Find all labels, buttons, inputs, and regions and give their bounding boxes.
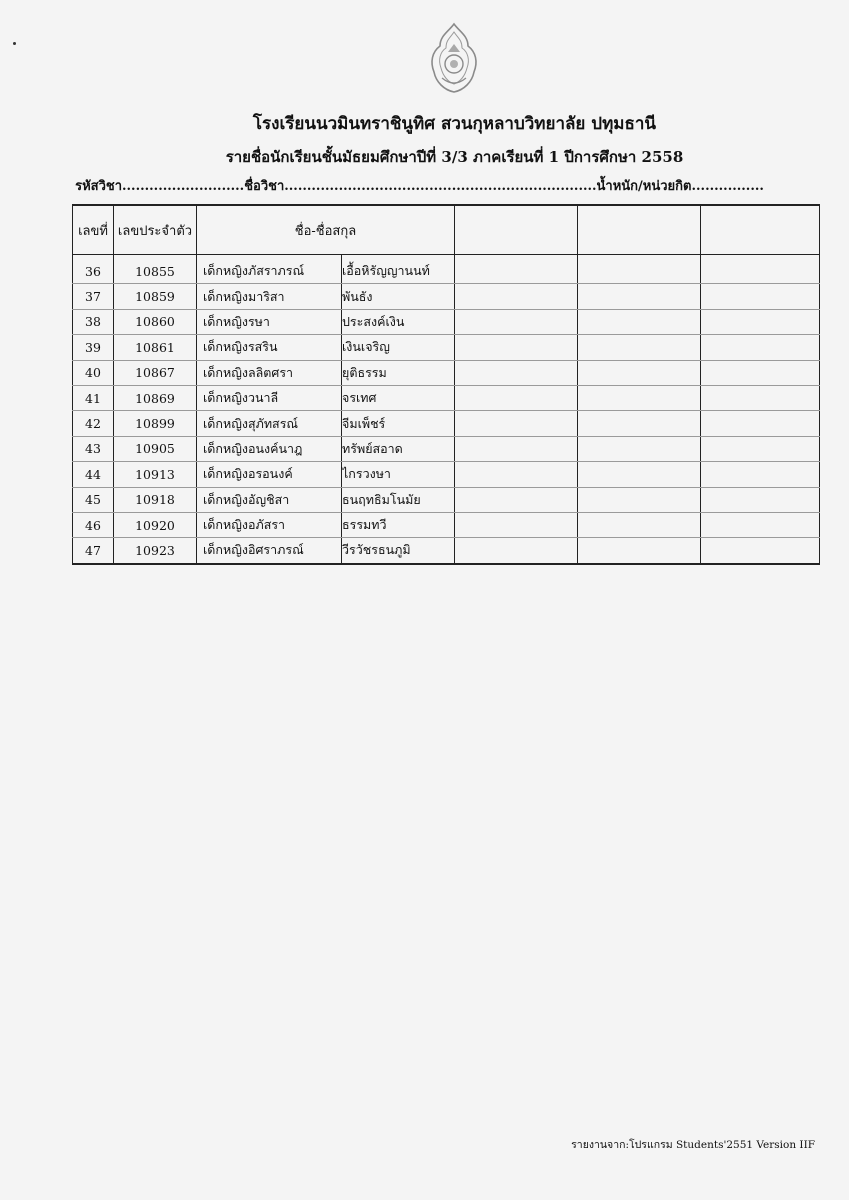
column-header-blank-1: [455, 205, 578, 255]
cell-number: 45: [73, 487, 114, 512]
cell-blank-2: [578, 487, 701, 512]
report-source-footer: รายงานจาก:โปรแกรม Students'2551 Version IIF: [571, 1139, 815, 1151]
class-list-subtitle: รายชื่อนักเรียนชั้นมัธยมศึกษาปีที่ 3/3 ภาคเรียนที่ 1 ปีการศึกษา 2558: [225, 148, 684, 166]
cell-blank-2: [578, 335, 701, 360]
cell-blank-2: [578, 436, 701, 461]
table-row: [73, 309, 820, 334]
cell-student-id: 10867: [114, 360, 197, 385]
table-row: [73, 335, 820, 360]
table-row: [73, 284, 820, 309]
cell-student-id: 10918: [114, 487, 197, 512]
cell-first-name: เด็กหญิงอัญชิสา: [197, 487, 342, 512]
cell-student-id: 10869: [114, 385, 197, 410]
column-header-student-id: เลขประจำตัว: [114, 205, 197, 255]
cell-last-name: จีมเพ็ชร์: [342, 411, 455, 436]
cell-student-id: 10861: [114, 335, 197, 360]
cell-blank-3: [701, 436, 820, 461]
cell-blank-1: [455, 385, 578, 410]
cell-blank-1: [455, 360, 578, 385]
cell-student-id: 10859: [114, 284, 197, 309]
cell-blank-1: [455, 487, 578, 512]
cell-number: 36: [73, 259, 114, 284]
table-row: [73, 385, 820, 410]
cell-last-name: เงินเจริญ: [342, 335, 455, 360]
cell-blank-3: [701, 538, 820, 564]
cell-number: 44: [73, 462, 114, 487]
cell-number: 47: [73, 538, 114, 564]
cell-blank-3: [701, 411, 820, 436]
cell-number: 41: [73, 385, 114, 410]
cell-blank-3: [701, 284, 820, 309]
table-row: [73, 436, 820, 461]
cell-first-name: เด็กหญิงสุภัทสรณ์: [197, 411, 342, 436]
cell-last-name: ยุติธรรม: [342, 360, 455, 385]
cell-blank-1: [455, 512, 578, 537]
table-header-row: [73, 205, 820, 255]
cell-last-name: ไกรวงษา: [342, 462, 455, 487]
cell-blank-3: [701, 360, 820, 385]
table-row: [73, 360, 820, 385]
cell-blank-2: [578, 512, 701, 537]
cell-blank-1: [455, 538, 578, 564]
cell-first-name: เด็กหญิงรสริน: [197, 335, 342, 360]
cell-first-name: เด็กหญิงมาริสา: [197, 284, 342, 309]
table-row: [73, 259, 820, 284]
cell-student-id: 10899: [114, 411, 197, 436]
table-row: [73, 487, 820, 512]
cell-blank-2: [578, 360, 701, 385]
cell-student-id: 10860: [114, 309, 197, 334]
cell-blank-2: [578, 462, 701, 487]
column-header-blank-3: [701, 205, 820, 255]
cell-blank-2: [578, 411, 701, 436]
cell-blank-1: [455, 309, 578, 334]
cell-first-name: เด็กหญิงอรอนงค์: [197, 462, 342, 487]
cell-student-id: 10905: [114, 436, 197, 461]
cell-blank-2: [578, 284, 701, 309]
cell-number: 38: [73, 309, 114, 334]
scan-speck: [13, 42, 16, 45]
cell-number: 39: [73, 335, 114, 360]
cell-last-name: ทรัพย์สอาด: [342, 436, 455, 461]
cell-blank-1: [455, 462, 578, 487]
cell-blank-3: [701, 309, 820, 334]
cell-number: 42: [73, 411, 114, 436]
cell-blank-1: [455, 259, 578, 284]
table-row: [73, 512, 820, 537]
cell-student-id: 10923: [114, 538, 197, 564]
cell-student-id: 10920: [114, 512, 197, 537]
column-header-name: ชื่อ-ชื่อสกุล: [197, 205, 455, 255]
cell-first-name: เด็กหญิงรษา: [197, 309, 342, 334]
cell-first-name: เด็กหญิงภัสราภรณ์: [197, 259, 342, 284]
cell-last-name: ธนฤทธิมโนมัย: [342, 487, 455, 512]
cell-last-name: วีรวัชรธนภูมิ: [342, 538, 455, 564]
cell-blank-3: [701, 259, 820, 284]
cell-first-name: เด็กหญิงอนงค์นาฎ: [197, 436, 342, 461]
school-emblem-icon: [428, 22, 480, 94]
cell-number: 43: [73, 436, 114, 461]
cell-last-name: พันธัง: [342, 284, 455, 309]
cell-blank-1: [455, 436, 578, 461]
column-header-number: เลขที่: [73, 205, 114, 255]
roster-body: [73, 255, 820, 564]
cell-first-name: เด็กหญิงอภัสรา: [197, 512, 342, 537]
cell-last-name: จรเทศ: [342, 385, 455, 410]
cell-blank-3: [701, 512, 820, 537]
cell-number: 37: [73, 284, 114, 309]
cell-number: 46: [73, 512, 114, 537]
cell-blank-3: [701, 462, 820, 487]
school-name: โรงเรียนนวมินทราชินูทิศ สวนกุหลาบวิทยาลัย ปทุมธานี: [252, 114, 657, 134]
table-row: [73, 538, 820, 564]
cell-blank-2: [578, 538, 701, 564]
cell-first-name: เด็กหญิงลลิตศรา: [197, 360, 342, 385]
cell-last-name: เอื้อหิรัญญานนท์: [342, 259, 455, 284]
cell-blank-2: [578, 385, 701, 410]
cell-blank-3: [701, 385, 820, 410]
column-header-blank-2: [578, 205, 701, 255]
cell-blank-3: [701, 487, 820, 512]
course-fields-line: รหัสวิชา...........................ชื่อวิชา.....................................................................น้ำหนัก/หน่วยกิต................: [75, 179, 764, 194]
cell-blank-1: [455, 411, 578, 436]
cell-last-name: ประสงค์เงิน: [342, 309, 455, 334]
cell-blank-2: [578, 309, 701, 334]
table-row: [73, 462, 820, 487]
cell-student-id: 10913: [114, 462, 197, 487]
student-roster-table: [72, 204, 820, 565]
cell-blank-1: [455, 335, 578, 360]
cell-blank-2: [578, 259, 701, 284]
table-row: [73, 411, 820, 436]
cell-last-name: ธรรมทวี: [342, 512, 455, 537]
cell-blank-3: [701, 335, 820, 360]
cell-first-name: เด็กหญิงวนาลี: [197, 385, 342, 410]
cell-student-id: 10855: [114, 259, 197, 284]
cell-first-name: เด็กหญิงอิศราภรณ์: [197, 538, 342, 564]
cell-number: 40: [73, 360, 114, 385]
cell-blank-1: [455, 284, 578, 309]
